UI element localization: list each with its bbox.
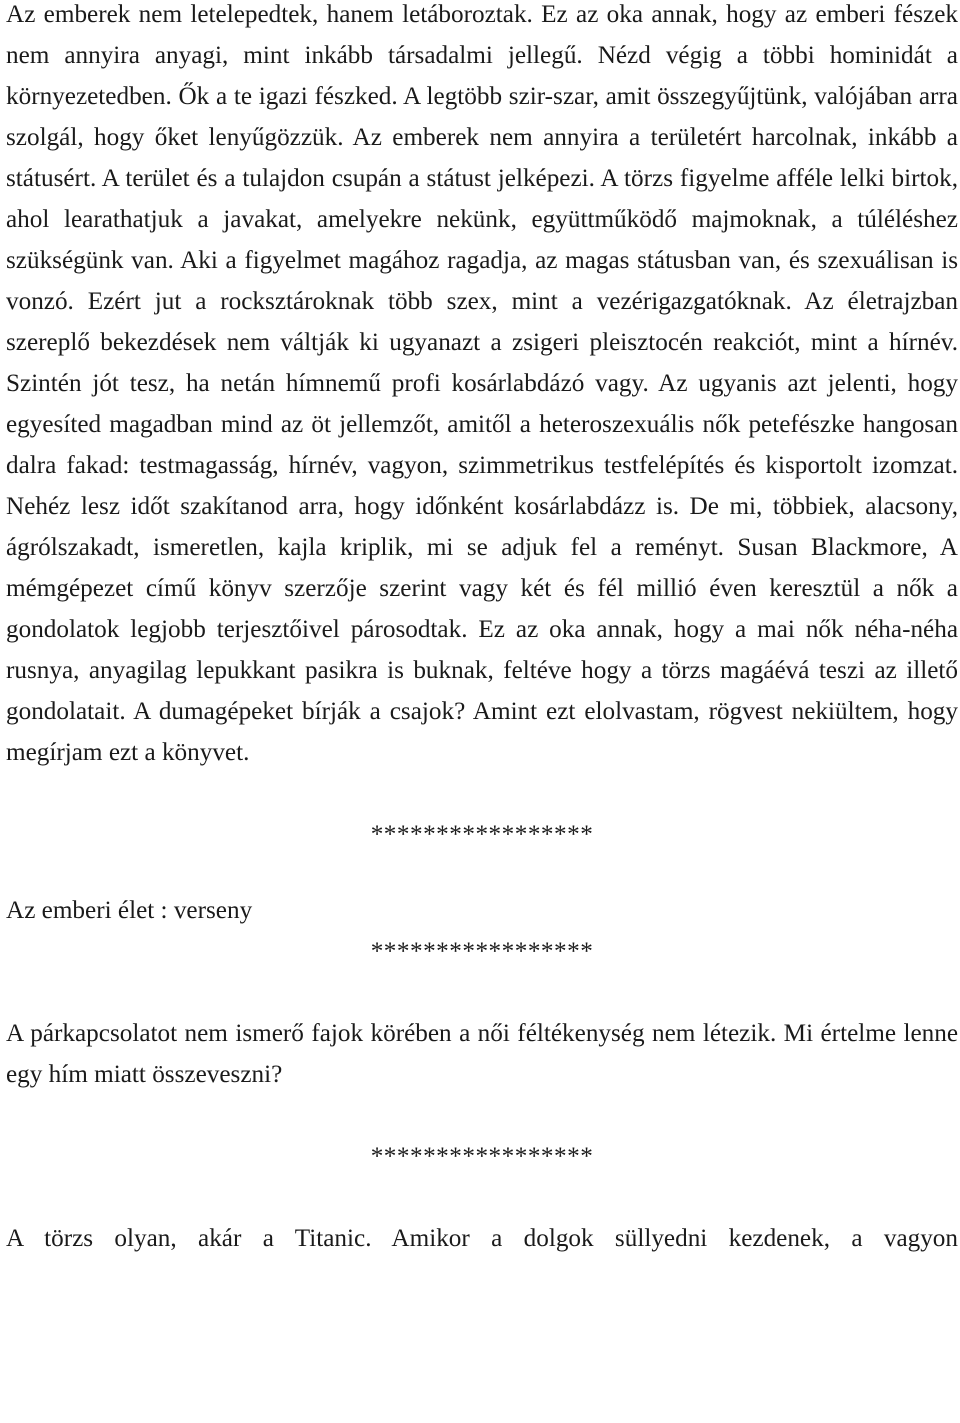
spacer: [6, 855, 958, 890]
section-heading: Az emberi élet : verseny: [6, 897, 253, 924]
spacer: [6, 773, 958, 814]
section-separator: *****************: [370, 1143, 594, 1170]
section-separator: *****************: [370, 938, 594, 965]
spacer: [6, 1095, 958, 1136]
body-paragraph: Az emberek nem letelepedtek, hanem letáboroztak. Ez az oka annak, hogy az emberi fészek nem annyira anyagi, mint inkább társadalmi jellegű. Nézd végig a többi hominidát a környezetedben. Ők a te igazi fészked. A legtöbb szir-szar, amit összegyűjtünk, valójában arra szolgál, hogy őket lenyűgözzük. Az emberek nem annyira a területért harcolnak, inkább a státusért. A terület és a tulajdon csupán a státust jelképezi. A törzs figyelme afféle lelki birtok, ahol learathatjuk a javakat, amelyekre nekünk, együttműködő majmoknak, a túléléshez szükségünk van. Aki a figyelmet magához ragadja, az magas státusban van, és szexuálisan is vonzó. Ezért jut a rocksztároknak több szex, mint a vezérigazgatóknak. Az életrajzban szereplő bekezdések nem váltják ki ugyanazt a zsigeri pleisztocén reakciót, mint a hírnév. Szintén jót tesz, ha netán hímnemű profi kosárlabdázó vagy. Az ugyanis azt jelenti, hogy egyesíted magadban mind az öt jellemzőt, amitől a heteroszexuális nők petefészke hangosan dalra fakad: testmagasság, hírnév, vagyon, szimmetrikus testfelépítés és kisportolt izomzat. Nehéz lesz időt szakítanod arra, hogy időnként kosárlabdázz is. De mi, többiek, alacsony, ágrólszakadt, ismeretlen, kajla kriplik, mi se adjuk fel a reményt. Susan Blackmore, A mémgépezet című könyv szerzője szerint vagy két és fél millió éven keresztül a nők a gondolatok legjobb terjesztőivel párosodtak. Ez az oka annak, hogy a mai nők néha-néha rusnya, anyagilag lepukkant pasikra is buknak, feltéve hogy a törzs magáévá teszi az illető gondolatait. A dumagépeket bírják a csajok? Amint ezt elolvastam, rögvest nekiültem, hogy megírjam ezt a könyvet.: [6, 1, 958, 766]
document-page: [6, 0, 958, 1259]
body-paragraph: A párkapcsolatot nem ismerő fajok körében a női féltékenység nem létezik. Mi értelme lenne egy hím miatt összeveszni?: [6, 1020, 958, 1088]
body-paragraph: A törzs olyan, akár a Titanic. Amikor a dolgok süllyedni kezdenek, a vagyon: [6, 1225, 958, 1252]
spacer: [6, 972, 958, 1013]
section-separator: *****************: [370, 821, 594, 848]
spacer: [6, 1177, 958, 1218]
